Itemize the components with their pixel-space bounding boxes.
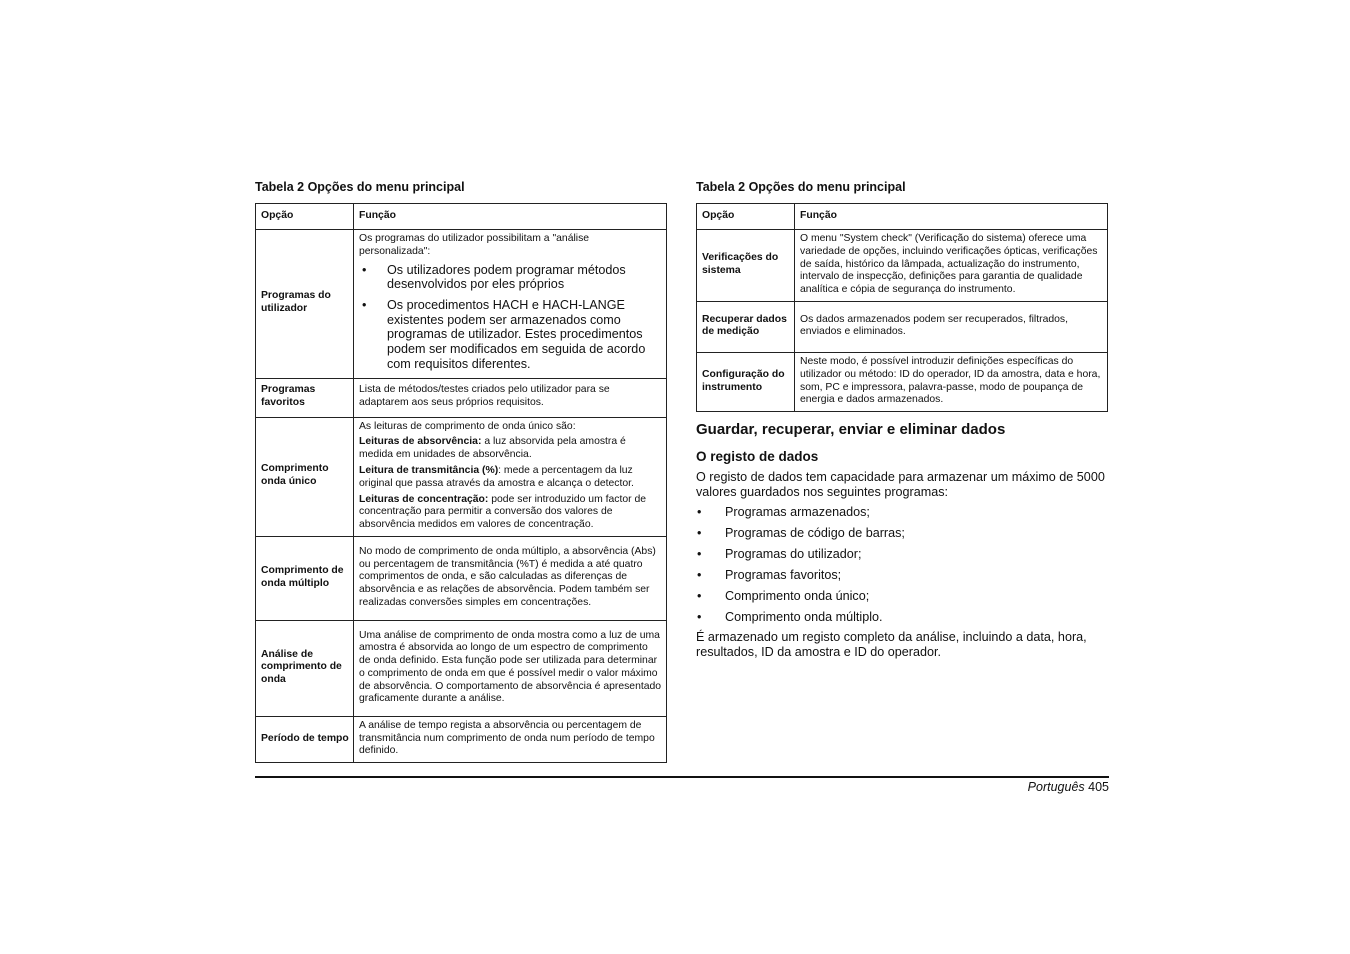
table-header-row: [697, 204, 1108, 230]
row-function: O menu "System check" (Verificação do sistema) oferece uma variedade de opções, incluindo verificações ópticas, verificações de saída, histórico da lâmpada, actualização do instrumento, intervalo de inspecção, definições para garantia de qualidade analítica e cópia de segurança do instrumento.: [795, 230, 1108, 302]
row-item-label: Leituras de concentração:: [359, 493, 489, 505]
row-item: [359, 465, 662, 491]
page-footer: [1028, 780, 1109, 794]
row-function: Lista de métodos/testes criados pelo utilizador para se adaptarem aos seus próprios requisitos.: [354, 378, 667, 417]
page-number: 405: [1088, 780, 1109, 794]
row-function: No modo de comprimento de onda múltiplo, a absorvência (Abs) ou percentagem de transmitância (%T) é medida a até quatro comprimentos de onda, e são calculadas as diferenças de absorvência e as relações de absorvência. Podem também ser realizadas conversões simples em concentrações.: [354, 536, 667, 620]
row-option: Verificações do sistema: [697, 230, 795, 302]
list-item: • Programas armazenados;: [696, 505, 1108, 526]
row-function: Os dados armazenados podem ser recuperados, filtrados, enviados e eliminados.: [795, 301, 1108, 352]
row-intro: Os programas do utilizador possibilitam a "análise personalizada":: [359, 233, 590, 257]
row-intro: As leituras de comprimento de onda único são:: [359, 420, 576, 432]
row-item-label: Leituras de absorvência:: [359, 436, 482, 448]
table-header-row: [256, 204, 667, 230]
row-item: [359, 494, 662, 532]
left-options-table: [255, 203, 667, 763]
list-item: • Programas do utilizador;: [696, 547, 1108, 568]
row-option: Programas do utilizador: [256, 230, 354, 379]
header-option: Opção: [256, 204, 354, 230]
row-function: [354, 230, 667, 379]
row-option: Programas favoritos: [256, 378, 354, 417]
row-option: Comprimento onda único: [256, 417, 354, 536]
table-row: [256, 417, 667, 536]
header-option: Opção: [697, 204, 795, 230]
list-item: • Os utilizadores podem programar métodos desenvolvidos por eles próprios: [359, 263, 662, 292]
program-list: [696, 505, 1108, 631]
table-row: [256, 230, 667, 379]
section-intro: O registo de dados tem capacidade para armazenar um máximo de 5000 valores guardados nos seguintes programas:: [696, 470, 1105, 499]
table-row: [256, 378, 667, 417]
header-function: Função: [795, 204, 1108, 230]
row-option: Análise de comprimento de onda: [256, 620, 354, 716]
list-item: • Comprimento onda múltiplo.: [696, 610, 1108, 631]
footer-language: Português: [1027, 780, 1085, 794]
row-option: Período de tempo: [256, 716, 354, 762]
right-table-caption: Tabela 2 Opções do menu principal: [696, 180, 906, 194]
table-row: [697, 352, 1108, 411]
row-option: Configuração do instrumento: [697, 352, 795, 411]
row-function: Neste modo, é possível introduzir definições específicas do utilizador ou método: ID do operador, ID da amostra, data e hora, som, PC e impressora, palavra-passe, modo de poupança de energia e dados armazenados.: [795, 352, 1108, 411]
row-option: Recuperar dados de medição: [697, 301, 795, 352]
row-function: A análise de tempo regista a absorvência ou percentagem de transmitância num comprimento de onda num período de tempo definido.: [354, 716, 667, 762]
row-item-text: a luz absorvida pela amostra é medida em unidades de absorvência.: [359, 436, 626, 461]
table-row: [256, 536, 667, 620]
table-row: [256, 716, 667, 762]
table-row: [697, 301, 1108, 352]
table-row: [256, 620, 667, 716]
list-item: • Os procedimentos HACH e HACH-LANGE existentes podem ser armazenados como programas de utilizador. Estes procedimentos podem ser modificados em seguida de acordo com requisitos diferentes.: [359, 298, 662, 372]
header-function: Função: [354, 204, 667, 230]
row-function: [354, 417, 667, 536]
row-item: [359, 436, 662, 462]
row-item-text: : mede a percentagem da luz original que passa através da amostra e alcança o detector.: [359, 464, 634, 489]
row-item-label: Leitura de transmitância (%): [359, 464, 499, 476]
right-options-table: [696, 203, 1108, 412]
list-item: • Comprimento onda único;: [696, 589, 1108, 610]
row-option: Comprimento de onda múltiplo: [256, 536, 354, 620]
left-table-caption: Tabela 2 Opções do menu principal: [255, 180, 465, 194]
row-bullet-list: [359, 263, 662, 372]
list-item: • Programas favoritos;: [696, 568, 1108, 589]
list-item: • Programas de código de barras;: [696, 526, 1108, 547]
table-row: [697, 230, 1108, 302]
section-subheading: O registo de dados: [696, 449, 819, 464]
row-item-text: pode ser introduzido um factor de concentração para permitir a conversão dos valores de absorvência medidos em valores de concentração.: [359, 493, 647, 531]
row-function: Uma análise de comprimento de onda mostra como a luz de uma amostra é absorvida ao longo de um espectro de comprimento de onda definido. Esta função pode ser utilizada para determinar o comprimento de onda em que é possível medir o valor máximo de absorvência. O comportamento de absorvência é apresentado graficamente durante a análise.: [354, 620, 667, 716]
section-heading: Guardar, recuperar, enviar e eliminar dados: [696, 421, 1006, 438]
footer-rule: [255, 776, 1109, 778]
section-outro: É armazenado um registo completo da análise, incluindo a data, hora, resultados, ID da amostra e ID do operador.: [696, 630, 1087, 659]
